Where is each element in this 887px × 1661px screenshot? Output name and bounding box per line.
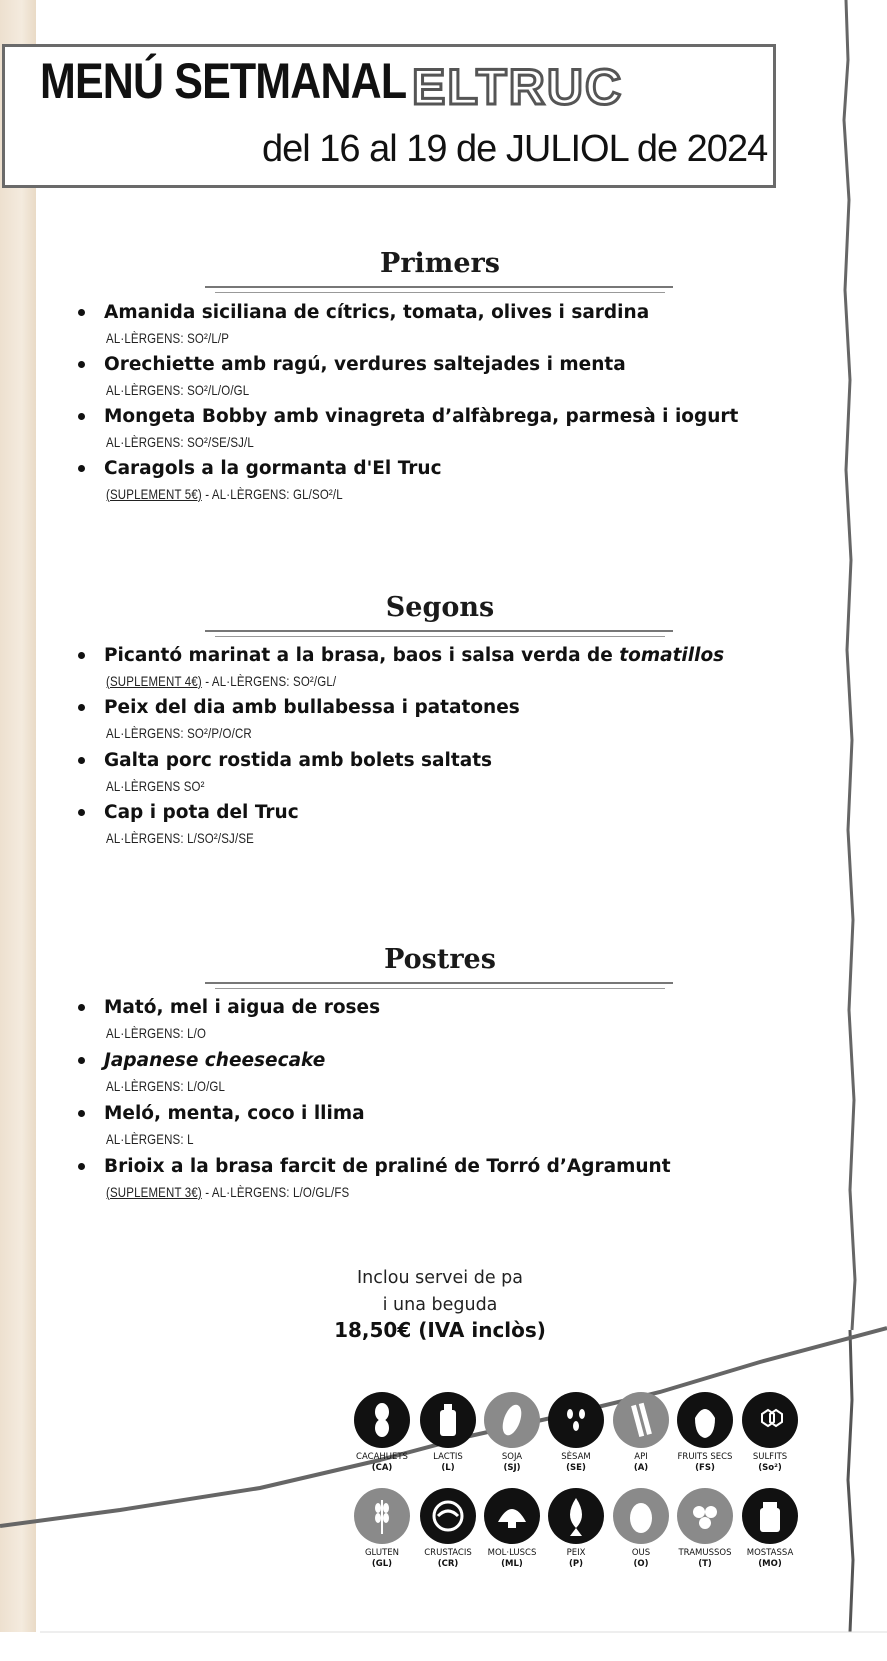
bullet: [78, 309, 85, 316]
supplement-note: (SUPLEMENT 3€): [106, 1184, 202, 1200]
celery-icon: [613, 1392, 669, 1448]
bullet: [78, 1163, 85, 1170]
allergen-label: MOSTASSA: [746, 1548, 794, 1558]
menu-title: MENÚ SETMANAL: [40, 53, 407, 109]
mustard-jar-icon: [742, 1488, 798, 1544]
allergen-badge: [347, 1392, 417, 1474]
allergen-label: SULFITS: [752, 1452, 788, 1462]
dish-name: Cap i pota del Truc: [104, 802, 299, 823]
allergens-note: AL·LÈRGENS: SO²/SE/SJ/L: [106, 434, 254, 450]
section-title-segons: Segons: [385, 592, 495, 623]
allergens-note: AL·LÈRGENS: SO²/L/O/GL: [106, 382, 250, 398]
allergens-note: AL·LÈRGENS: SO²/L/P: [106, 330, 230, 346]
allergen-badge: [670, 1392, 740, 1474]
section-title-primers: Primers: [380, 248, 500, 279]
lupin-icon: [677, 1488, 733, 1544]
allergen-code: (T): [698, 1559, 712, 1569]
allergen-badge: [670, 1488, 740, 1570]
bullet: [78, 465, 85, 472]
allergen-label: FRUITS SECS: [677, 1452, 733, 1462]
allergens-note: AL·LÈRGENS: L/SO²/SJ/SE: [106, 830, 254, 846]
allergen-badge: [541, 1392, 611, 1474]
allergen-code: (SJ): [503, 1463, 521, 1473]
allergen-badge: [735, 1392, 805, 1474]
allergen-code: (GL): [371, 1559, 393, 1569]
section-divider: [205, 630, 673, 632]
allergen-label: CRUSTACIS: [424, 1548, 472, 1558]
allergens-note: AL·LÈRGENS: L/O/GL: [106, 1078, 226, 1094]
allergen-badge: [606, 1488, 676, 1570]
wood-stripe: [0, 0, 36, 1632]
dish-name-italic: tomatillos: [619, 645, 725, 666]
includes-line: i una beguda: [382, 1295, 498, 1315]
menu-price: 18,50€ (IVA inclòs): [334, 1318, 546, 1342]
allergen-badge: [735, 1488, 805, 1570]
allergen-label: CACAHUETS: [356, 1452, 408, 1462]
allergen-label: GLUTEN: [364, 1548, 400, 1558]
bullet: [78, 652, 85, 659]
dish-name: Mongeta Bobby amb vinagreta d’alfàbrega, parmesà i iogurt: [104, 406, 739, 427]
allergen-badge: [606, 1392, 676, 1474]
allergen-code: (CA): [371, 1463, 393, 1473]
crustacean-icon: [420, 1488, 476, 1544]
allergen-code: (SE): [566, 1463, 586, 1473]
allergens-note: AL·LÈRGENS: L/O: [106, 1025, 207, 1041]
allergens-note: [106, 486, 343, 502]
dish-name: Peix del dia amb bullabessa i patatones: [104, 697, 520, 718]
allergen-badge: [541, 1488, 611, 1570]
includes-line: Inclou servei de pa: [357, 1268, 523, 1288]
section-divider: [205, 286, 673, 288]
allergen-label: LACTIS: [433, 1452, 463, 1462]
sulfite-molecule-icon: [742, 1392, 798, 1448]
allergen-label: SÈSAM: [561, 1452, 591, 1462]
dish-name: Amanida siciliana de cítrics, tomata, olives i sardina: [104, 302, 650, 323]
allergen-code: (MO): [758, 1559, 782, 1569]
allergen-code: (O): [633, 1559, 649, 1569]
allergen-code: (P): [569, 1559, 583, 1569]
dish-name: [104, 1050, 325, 1071]
allergen-code: (A): [633, 1463, 649, 1473]
bullet: [78, 757, 85, 764]
bullet: [78, 1004, 85, 1011]
dish-name: Meló, menta, coco i llima: [104, 1103, 365, 1124]
dish-name: Galta porc rostida amb bolets saltats: [104, 750, 493, 771]
allergen-badge: [477, 1392, 547, 1474]
fish-icon: [548, 1488, 604, 1544]
section-title-postres: Postres: [384, 944, 496, 975]
allergens-note: AL·LÈRGENS SO²: [106, 778, 205, 794]
allergen-code: (CR): [437, 1559, 459, 1569]
soy-pod-icon: [484, 1392, 540, 1448]
bullet: [78, 1110, 85, 1117]
allergens-note: AL·LÈRGENS: SO²/P/O/CR: [106, 725, 252, 741]
allergen-code: (ML): [501, 1559, 523, 1569]
allergen-badge: [413, 1392, 483, 1474]
allergen-label: PEIX: [566, 1548, 586, 1558]
dish-name-italic: Japanese cheesecake: [104, 1050, 326, 1071]
allergens-text: - AL·LÈRGENS: SO²/GL/: [201, 673, 337, 689]
bullet: [78, 1057, 85, 1064]
bullet: [78, 361, 85, 368]
allergens-text: - AL·LÈRGENS: GL/SO²/L: [201, 486, 343, 502]
allergen-badge: [477, 1488, 547, 1570]
allergen-code: (FS): [695, 1463, 715, 1473]
dish-name: Mató, mel i aigua de roses: [104, 997, 381, 1018]
dish-name: Orechiette amb ragú, verdures saltejades i menta: [104, 354, 626, 375]
allergen-label: MOL·LUSCS: [487, 1548, 537, 1558]
shell-icon: [484, 1488, 540, 1544]
allergens-note: [106, 1184, 349, 1200]
allergens-note: [106, 673, 336, 689]
brand-name: ELTRUC: [412, 59, 624, 115]
sesame-seeds-icon: [548, 1392, 604, 1448]
bullet: [78, 704, 85, 711]
allergen-label: API: [634, 1452, 648, 1462]
supplement-note: (SUPLEMENT 5€): [106, 486, 202, 502]
allergens-note: AL·LÈRGENS: L: [106, 1131, 194, 1147]
supplement-note: (SUPLEMENT 4€): [106, 673, 202, 689]
wheat-icon: [354, 1488, 410, 1544]
dish-name: Caragols a la gormanta d'El Truc: [104, 458, 442, 479]
peanut-icon: [354, 1392, 410, 1448]
section-divider: [205, 982, 673, 984]
section-divider: [215, 988, 665, 989]
egg-icon: [613, 1488, 669, 1544]
milk-bottle-icon: [420, 1392, 476, 1448]
allergen-label: TRAMUSSOS: [678, 1548, 732, 1558]
section-divider: [215, 292, 665, 293]
bullet: [78, 413, 85, 420]
section-divider: [215, 636, 665, 637]
allergen-label: OUS: [631, 1548, 651, 1558]
allergen-code: (L): [441, 1463, 455, 1473]
dish-name: Brioix a la brasa farcit de praliné de Torró d’Agramunt: [104, 1156, 671, 1177]
allergen-label: SOJA: [501, 1452, 523, 1462]
dish-name: Picantó marinat a la brasa, baos i salsa verda de tomatillos: [104, 645, 725, 666]
menu-dates: del 16 al 19 de JULIOL de 2024: [262, 128, 768, 170]
nut-icon: [677, 1392, 733, 1448]
allergen-code: (So²): [758, 1463, 782, 1473]
allergens-text: - AL·LÈRGENS: L/O/GL/FS: [201, 1184, 350, 1200]
bullet: [78, 809, 85, 816]
allergen-badge: [413, 1488, 483, 1570]
allergen-badge: [347, 1488, 417, 1570]
